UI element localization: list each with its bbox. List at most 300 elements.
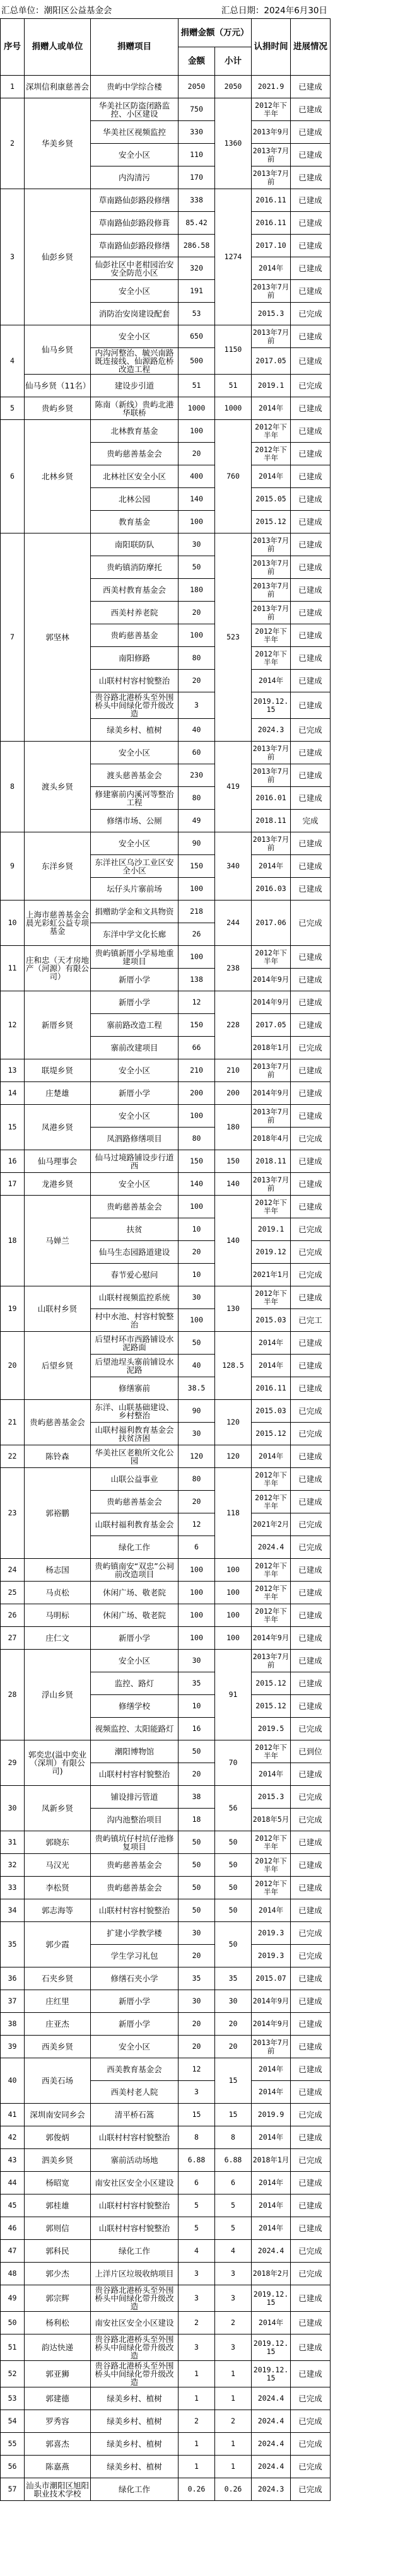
table-row (1, 1627, 331, 1650)
amount-cell: 150 (179, 1014, 215, 1037)
amount-cell: 10 (179, 1218, 215, 1241)
amount-cell: 500 (179, 348, 215, 375)
subtotal-cell: 20 (215, 2036, 252, 2058)
table-row (1, 325, 331, 348)
project-cell: 绿美乡村、植树 (91, 2433, 179, 2456)
status-cell: 已完成 (291, 1718, 331, 1740)
status-cell: 已建成 (291, 1695, 331, 1718)
project-cell: 草南路仙彭路段修葺 (91, 212, 179, 235)
project-cell: 陈南（新线）贵屿北港华联桥 (91, 397, 179, 420)
header-time: 认捐时间 (252, 19, 291, 76)
date-cell: 2013年7月前 (252, 602, 291, 624)
donor-cell: 庄红里 (25, 1990, 91, 2013)
project-cell: 贵屿慈善基金会 (91, 1196, 179, 1218)
date-cell: 2012年下半年 (252, 443, 291, 465)
status-cell: 已建成 (291, 1990, 331, 2013)
status-cell: 已建成 (291, 2334, 331, 2361)
subtotal-cell: 120 (215, 1445, 252, 1468)
status-cell: 已建成 (291, 1014, 331, 1037)
amount-cell: 60 (179, 742, 215, 764)
project-cell: 西美村教育基金会 (91, 579, 179, 602)
amount-cell: 10 (179, 1695, 215, 1718)
table-row (1, 991, 331, 1014)
amount-cell: 53 (179, 303, 215, 325)
date-cell: 2014年9月 (252, 969, 291, 991)
date-cell: 2015.03 (252, 1400, 291, 1423)
amount-cell: 0.26 (179, 2478, 215, 2501)
subtotal-cell: 3 (215, 2263, 252, 2285)
donor-cell: 郭志海等 (25, 1899, 91, 1922)
subtotal-cell: 228 (215, 991, 252, 1059)
project-cell: 北林社区安全小区 (91, 465, 179, 488)
table-row (1, 1604, 331, 1627)
table-row (1, 2433, 331, 2456)
amount-cell: 1 (179, 2387, 215, 2410)
status-cell: 已建成 (291, 533, 331, 556)
donor-cell: 石夹乡贤 (25, 1967, 91, 1990)
table-row (1, 1173, 331, 1196)
status-cell: 已建成 (291, 2081, 331, 2104)
project-cell: 新厝小学 (91, 2013, 179, 2036)
header-seq: 序号 (1, 19, 25, 76)
status-cell: 已建成 (291, 325, 331, 348)
amount-cell: 20 (179, 1763, 215, 1786)
donor-cell: 上海市慈善基金会晨光彩虹公益专项基金 (25, 900, 91, 946)
project-cell: 安全小区 (91, 742, 179, 764)
project-cell: 山联村村容村貌整治 (91, 1763, 179, 1786)
project-cell: 仙马过境路铺设步行道西 (91, 1150, 179, 1173)
date-cell: 2018年1月 (252, 2149, 291, 2172)
seq-cell: 25 (1, 1582, 25, 1604)
amount-cell: 1000 (179, 397, 215, 420)
subtotal-cell: 3 (215, 2285, 252, 2312)
date-cell: 2015.05 (252, 488, 291, 511)
date-cell: 2019.12.15 (252, 2334, 291, 2361)
table-row (1, 2410, 331, 2433)
amount-cell: 200 (179, 1082, 215, 1105)
project-cell: 山联村村容村貌整治 (91, 2194, 179, 2217)
amount-cell: 15 (179, 2104, 215, 2126)
date-cell: 2019.12.15 (252, 2361, 291, 2387)
amount-cell: 4 (179, 2240, 215, 2263)
project-cell: 安全小区 (91, 1650, 179, 1672)
project-cell: 绿化工作 (91, 2478, 179, 2501)
subtotal-cell: 180 (215, 1105, 252, 1150)
seq-cell: 2 (1, 98, 25, 189)
subtotal-cell: 244 (215, 900, 252, 946)
amount-cell: 100 (179, 1582, 215, 1604)
amount-cell: 100 (179, 1105, 215, 1128)
table-row (1, 1332, 331, 1355)
donor-cell: 郭奕忠(溢中奕业（深圳）有限公司) (25, 1740, 91, 1786)
project-cell: 新厝小学 (91, 969, 179, 991)
project-cell: 渡头慈善基金会 (91, 764, 179, 787)
donor-cell: 贵屿慈善基金会 (25, 1400, 91, 1445)
amount-cell: 12 (179, 2058, 215, 2081)
status-cell: 已建成 (291, 1286, 331, 1309)
amount-cell: 50 (179, 1332, 215, 1355)
subtotal-cell: 30 (215, 1990, 252, 2013)
amount-cell: 100 (179, 624, 215, 647)
amount-cell: 230 (179, 764, 215, 787)
date-cell: 2014年 (252, 1332, 291, 1355)
status-cell: 已建成 (291, 579, 331, 602)
table-row (1, 2387, 331, 2410)
amount-cell: 1 (179, 2433, 215, 2456)
date-cell: 2017.10 (252, 235, 291, 257)
status-cell: 已完成 (291, 1945, 331, 1967)
status-cell: 已完成 (291, 303, 331, 325)
subtotal-cell: 2 (215, 2410, 252, 2433)
date-cell: 2012年下半年 (252, 1559, 291, 1582)
donor-cell: 仙马乡贤 (25, 325, 91, 375)
status-cell: 已建成 (291, 1105, 331, 1128)
status-cell: 已建成 (291, 1377, 331, 1400)
subtotal-cell: 8 (215, 2126, 252, 2149)
date-cell: 2018年4月 (252, 1128, 291, 1150)
subtotal-cell: 6.88 (215, 2149, 252, 2172)
seq-cell: 4 (1, 325, 25, 397)
date-cell: 2013年7月前 (252, 1059, 291, 1082)
table-row (1, 189, 331, 212)
seq-cell: 14 (1, 1082, 25, 1105)
date-cell: 2017.06 (252, 900, 291, 946)
subtotal-cell: 50 (215, 1831, 252, 1854)
donor-cell: 龙港乡贤 (25, 1173, 91, 1196)
table-row (1, 900, 331, 923)
date-cell: 2012年下半年 (252, 420, 291, 443)
status-cell: 已完成 (291, 1037, 331, 1059)
donor-cell: 李松贤 (25, 1877, 91, 1899)
status-cell: 已建成 (291, 670, 331, 692)
table-row (1, 1582, 331, 1604)
date-cell: 2018.11 (252, 810, 291, 832)
status-cell: 已建成 (291, 420, 331, 443)
amount-cell: 38 (179, 1786, 215, 1809)
project-cell: 安全小区 (91, 1059, 179, 1082)
status-cell: 已建成 (291, 878, 331, 900)
amount-cell: 3 (179, 2334, 215, 2361)
status-cell: 已建成 (291, 692, 331, 719)
donor-cell: 西美乡贤 (25, 2036, 91, 2058)
date-cell: 2014年 (252, 397, 291, 420)
project-cell: 凤泗路修缮项目 (91, 1128, 179, 1150)
donor-cell: 郭建德 (25, 2387, 91, 2410)
project-cell: 寨前改建项目 (91, 1037, 179, 1059)
date-cell: 2019.12 (252, 1241, 291, 1264)
amount-cell: 38.5 (179, 1377, 215, 1400)
project-cell: 华美社区老粮所文化公园 (91, 1445, 179, 1468)
date-cell: 2019.12.15 (252, 2285, 291, 2312)
amount-cell: 5 (179, 2194, 215, 2217)
summary-unit: 汇总单位：潮阳区公益基金会 (1, 5, 112, 16)
status-cell: 已建成 (291, 1763, 331, 1786)
subtotal-cell: 130 (215, 1286, 252, 1332)
date-cell: 2017.05 (252, 1014, 291, 1037)
donor-cell: 郭则信 (25, 2217, 91, 2240)
status-cell: 已建成 (291, 1877, 331, 1899)
seq-cell: 16 (1, 1150, 25, 1173)
date-cell: 2024.4 (252, 2456, 291, 2478)
status-cell: 已建成 (291, 2036, 331, 2058)
project-cell: 东洋中学文化长廊 (91, 923, 179, 946)
table-row (1, 2194, 331, 2217)
amount-cell: 50 (179, 1740, 215, 1763)
donor-cell: 凤港乡贤 (25, 1105, 91, 1150)
project-cell: 后望池埕头寨前铺设水泥路 (91, 1355, 179, 1377)
subtotal-cell: 118 (215, 1468, 252, 1559)
project-cell: 贵屿慈善基金会 (91, 443, 179, 465)
status-cell: 已完成 (291, 2149, 331, 2172)
amount-cell: 100 (179, 1604, 215, 1627)
donor-cell: 郭亚狮 (25, 2361, 91, 2387)
date-cell: 2021年1月 (252, 1264, 291, 1286)
subtotal-cell: 15 (215, 2058, 252, 2104)
donor-cell: 仙彭乡贤 (25, 189, 91, 325)
donor-cell: 贵屿乡贤 (25, 397, 91, 420)
project-cell: 贵屿镇南安“双忠”公祠前改造项目 (91, 1559, 179, 1582)
date-cell: 2019.1 (252, 1218, 291, 1241)
amount-cell: 3 (179, 692, 215, 719)
project-cell: 安全小区 (91, 832, 179, 855)
table-row (1, 1967, 331, 1990)
table-row (1, 98, 331, 121)
project-cell: 南阳联防队 (91, 533, 179, 556)
date-cell: 2015.12 (252, 1423, 291, 1445)
status-cell: 已建成 (291, 511, 331, 533)
project-cell: 西美教育基金会 (91, 2058, 179, 2081)
donor-cell: 陈嘉燕 (25, 2456, 91, 2478)
amount-cell: 26 (179, 923, 215, 946)
status-cell: 已完成 (291, 1786, 331, 1809)
status-cell: 已建成 (291, 624, 331, 647)
table-row (1, 1899, 331, 1922)
header-donor: 捐赠人或单位 (25, 19, 91, 76)
date-cell: 2018年1月 (252, 1037, 291, 1059)
status-cell: 已完成 (291, 2104, 331, 2126)
seq-cell: 45 (1, 2194, 25, 2217)
project-cell: 建设步引道 (91, 375, 179, 397)
project-cell: 安全小区 (91, 280, 179, 303)
table-row (1, 2217, 331, 2240)
table-row (1, 397, 331, 420)
date-cell: 2012年下半年 (252, 647, 291, 670)
amount-cell: 110 (179, 144, 215, 166)
amount-cell: 338 (179, 189, 215, 212)
seq-cell: 9 (1, 832, 25, 900)
amount-cell: 20 (179, 1945, 215, 1967)
amount-cell: 100 (179, 420, 215, 443)
amount-cell: 35 (179, 1672, 215, 1695)
donor-cell: 郭裕鹏 (25, 1468, 91, 1559)
seq-cell: 15 (1, 1105, 25, 1150)
project-cell: 仙彭社区中老柑园治安安全防范小区 (91, 257, 179, 280)
project-cell: 监控、路灯 (91, 1672, 179, 1695)
amount-cell: 80 (179, 1128, 215, 1150)
status-cell: 已建成 (291, 2361, 331, 2387)
status-cell: 已完工 (291, 1309, 331, 1332)
status-cell: 已建成 (291, 2126, 331, 2149)
project-cell: 草南路仙彭路段修缮 (91, 189, 179, 212)
subtotal-cell: 70 (215, 1740, 252, 1786)
project-cell: 安全小区 (91, 325, 179, 348)
date-cell: 2014年 (252, 2126, 291, 2149)
status-cell: 已完成 (291, 1128, 331, 1150)
project-cell: 山联村村容村貌整治 (91, 2126, 179, 2149)
subtotal-cell: 35 (215, 1967, 252, 1990)
date-cell: 2014年 (252, 2081, 291, 2104)
seq-cell: 5 (1, 397, 25, 420)
table-row (1, 1786, 331, 1809)
date-cell: 2024.4 (252, 2240, 291, 2263)
table-row (1, 2285, 331, 2312)
status-cell: 已建成 (291, 1491, 331, 1513)
table-row (1, 1468, 331, 1491)
donor-cell: 马明标 (25, 1604, 91, 1627)
project-cell: 山联村福利教育基金会 (91, 1513, 179, 1536)
amount-cell: 20 (179, 2013, 215, 2036)
amount-cell: 170 (179, 166, 215, 189)
date-cell: 2013年7月前 (252, 1105, 291, 1128)
donor-cell: 庄仁文 (25, 1627, 91, 1650)
project-cell: 贵谷路北港桥头至外围桥头中间绿化带升级改造 (91, 2334, 179, 2361)
project-cell: 寨前路改造工程 (91, 1014, 179, 1037)
date-cell: 2015.3 (252, 1786, 291, 1809)
date-cell: 2014年9月 (252, 991, 291, 1014)
subtotal-cell: 100 (215, 1627, 252, 1650)
seq-cell: 23 (1, 1468, 25, 1559)
project-cell: 绿美乡村、植树 (91, 2456, 179, 2478)
subtotal-cell: 5 (215, 2194, 252, 2217)
date-cell: 2015.12 (252, 1695, 291, 1718)
project-cell: 潮阳博物馆 (91, 1740, 179, 1763)
amount-cell: 6 (179, 1536, 215, 1559)
status-cell: 已建成 (291, 1831, 331, 1854)
table-row (1, 1922, 331, 1945)
status-cell: 已建成 (291, 1854, 331, 1877)
date-cell: 2012年下半年 (252, 98, 291, 121)
date-cell: 2024.4 (252, 2410, 291, 2433)
status-cell: 已建成 (291, 189, 331, 212)
amount-cell: 90 (179, 832, 215, 855)
status-cell: 已建成 (291, 1650, 331, 1672)
date-cell: 2013年7月前 (252, 742, 291, 764)
header-subtotal: 小计 (215, 47, 252, 76)
subtotal-cell: 100 (215, 1604, 252, 1627)
amount-cell: 12 (179, 991, 215, 1014)
subtotal-cell: 760 (215, 420, 252, 533)
status-cell: 已建成 (291, 2172, 331, 2194)
seq-cell: 22 (1, 1445, 25, 1468)
donor-cell: 汕头市潮阳区旭阳职业技术学校 (25, 2478, 91, 2501)
date-cell: 2015.12 (252, 511, 291, 533)
seq-cell: 57 (1, 2478, 25, 2501)
project-cell: 安全小区 (91, 1173, 179, 1196)
donor-cell: 仙马理事会 (25, 1150, 91, 1173)
donor-cell: 泗美乡贤 (25, 2149, 91, 2172)
table-row (1, 946, 331, 969)
donor-cell: 联堤乡贤 (25, 1059, 91, 1082)
project-cell: 后望村环市西路铺设水泥路面 (91, 1332, 179, 1355)
table-row (1, 2149, 331, 2172)
subtotal-cell: 128.5 (215, 1332, 252, 1400)
seq-cell: 49 (1, 2285, 25, 2312)
subtotal-cell: 150 (215, 1150, 252, 1173)
date-cell: 2013年7月前 (252, 280, 291, 303)
subtotal-cell: 140 (215, 1173, 252, 1196)
date-cell: 2015.03 (252, 1309, 291, 1332)
project-cell: 新厝小学 (91, 1082, 179, 1105)
status-cell: 已完成 (291, 1423, 331, 1445)
amount-cell: 50 (179, 1854, 215, 1877)
status-cell: 已建成 (291, 647, 331, 670)
status-cell: 已完成 (291, 2263, 331, 2285)
summary-date: 汇总日期：2024年6月30日 (221, 5, 327, 16)
project-cell: 贵谷路北港桥头至外围桥头中间绿化带升级改造 (91, 2285, 179, 2312)
table-row (1, 1400, 331, 1423)
status-cell: 已建成 (291, 2194, 331, 2217)
table-row (1, 2172, 331, 2194)
project-cell: 华美社区防盗闭路监控、小区建设 (91, 98, 179, 121)
project-cell: 上洋片区垃圾收纳项目 (91, 2263, 179, 2285)
donor-cell: 杨昭宽 (25, 2172, 91, 2194)
sheet-title-bar (0, 0, 330, 18)
date-cell: 2014年 (252, 465, 291, 488)
date-cell: 2019.1 (252, 375, 291, 397)
project-cell: 新厝小学 (91, 1627, 179, 1650)
subtotal-cell: 523 (215, 533, 252, 742)
date-cell: 2013年7月前 (252, 1173, 291, 1196)
project-cell: 贵屿慈善基金会 (91, 1491, 179, 1513)
project-cell: 捐赠助学金和文具物资 (91, 900, 179, 923)
status-cell: 已建成 (291, 1468, 331, 1491)
amount-cell: 20 (179, 443, 215, 465)
project-cell: 东洋社区乌沙工业区安全小区 (91, 855, 179, 878)
donor-cell: 庄楚雄 (25, 1082, 91, 1105)
seq-cell: 43 (1, 2149, 25, 2172)
seq-cell: 56 (1, 2456, 25, 2478)
date-cell: 2013年7月前 (252, 533, 291, 556)
seq-cell: 8 (1, 742, 25, 832)
amount-cell: 320 (179, 257, 215, 280)
donor-cell: 郭少霞 (25, 1922, 91, 1967)
amount-cell: 8 (179, 2126, 215, 2149)
project-cell: 学生学习礼包 (91, 1945, 179, 1967)
status-cell: 已建成 (291, 257, 331, 280)
status-cell: 已完成 (291, 1400, 331, 1423)
date-cell: 2014年 (252, 257, 291, 280)
seq-cell: 7 (1, 533, 25, 742)
date-cell: 2019.5 (252, 1718, 291, 1740)
status-cell: 已建成 (291, 443, 331, 465)
amount-cell: 30 (179, 1423, 215, 1445)
amount-cell: 100 (179, 878, 215, 900)
table-row (1, 1740, 331, 1763)
amount-cell: 140 (179, 1173, 215, 1196)
date-cell: 2012年下半年 (252, 1582, 291, 1604)
donor-cell: 深圳信利康慈善会 (25, 76, 91, 98)
seq-cell: 21 (1, 1400, 25, 1445)
seq-cell: 52 (1, 2361, 25, 2387)
table-row (1, 2240, 331, 2263)
amount-cell: 10 (179, 1264, 215, 1286)
status-cell: 已完成 (291, 719, 331, 742)
donor-cell: 深圳南安同乡会 (25, 2104, 91, 2126)
seq-cell: 33 (1, 1877, 25, 1899)
date-cell: 2019.3 (252, 1945, 291, 1967)
seq-cell: 44 (1, 2172, 25, 2194)
donor-cell: 马贞松 (25, 1582, 91, 1604)
